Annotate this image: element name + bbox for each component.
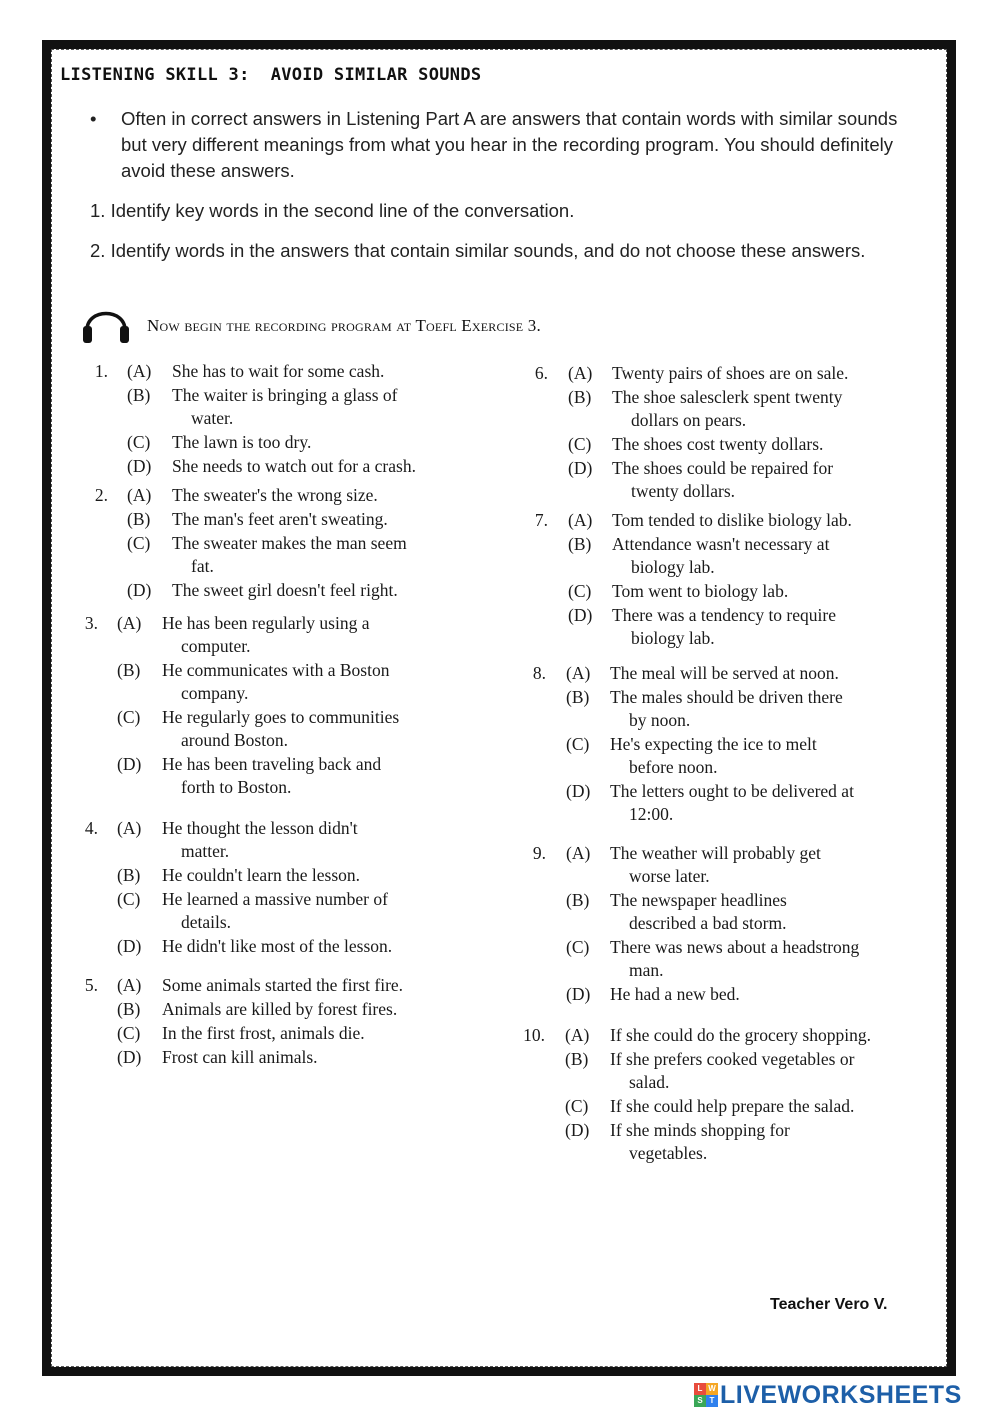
answer-option-c[interactable]: [72, 888, 492, 934]
option-text-line: worse later.: [629, 866, 710, 886]
option-text-line: The waiter is bringing a glass of: [172, 385, 398, 405]
answer-option-b[interactable]: [82, 384, 502, 430]
question-7: [522, 509, 942, 651]
liveworksheets-brand[interactable]: [694, 1381, 962, 1409]
option-label: (B): [566, 687, 590, 707]
option-text-line: He has been traveling back and: [162, 754, 382, 774]
option-text-line: If she could do the grocery shopping.: [610, 1025, 871, 1045]
step-2: 2. Identify words in the answers that contain similar sounds, and do not choose these answers.: [90, 240, 866, 261]
option-label: (A): [568, 363, 593, 383]
option-text-line: He regularly goes to communities: [162, 707, 400, 727]
question-number: 10.: [523, 1025, 545, 1045]
option-label: (D): [127, 456, 152, 476]
option-text-line: If she prefers cooked vegetables or: [610, 1049, 855, 1069]
answer-option-d[interactable]: [72, 753, 492, 799]
option-text-line: forth to Boston.: [181, 777, 292, 797]
option-label: (A): [566, 663, 591, 683]
question-4: [72, 817, 492, 959]
option-text-line: Some animals started the first fire.: [162, 975, 404, 995]
option-label: (C): [568, 434, 592, 454]
option-label: (C): [127, 432, 151, 452]
option-text-line: There was news about a headstrong: [610, 937, 860, 957]
option-label: (A): [566, 843, 591, 863]
option-label: (A): [117, 975, 142, 995]
option-text-line: He learned a massive number of: [162, 889, 388, 909]
option-text-line: around Boston.: [181, 730, 288, 750]
answer-option-b[interactable]: [82, 508, 502, 531]
liveworksheets-logo-icon: [694, 1383, 718, 1407]
option-label: (C): [117, 707, 141, 727]
answer-option-b[interactable]: [515, 1048, 935, 1094]
option-label: (A): [117, 818, 142, 838]
answer-option-c[interactable]: [82, 431, 502, 454]
option-text-line: biology lab.: [631, 628, 715, 648]
author-credit: Teacher Vero V.: [770, 1296, 888, 1313]
option-text-line: Tom went to biology lab.: [612, 581, 789, 601]
answer-option-c[interactable]: [82, 532, 502, 578]
question-number: 1.: [94, 361, 108, 381]
answer-option-a[interactable]: [72, 612, 492, 658]
option-label: (D): [566, 781, 591, 801]
option-text-line: He has been regularly using a: [162, 613, 370, 633]
option-label: (C): [117, 889, 141, 909]
option-text-line: company.: [181, 683, 249, 703]
answer-option-b[interactable]: [520, 686, 940, 732]
answer-option-d[interactable]: [82, 579, 502, 602]
option-label: (D): [568, 605, 593, 625]
logo-square: W: [706, 1383, 718, 1395]
option-text-line: The sweater's the wrong size.: [172, 485, 378, 505]
option-text-line: The letters ought to be delivered at: [610, 781, 854, 801]
option-text-line: fat.: [191, 556, 214, 576]
option-label: (B): [127, 385, 151, 405]
option-text-line: Frost can kill animals.: [162, 1047, 318, 1067]
option-text-line: water.: [191, 408, 234, 428]
option-text-line: The shoe salesclerk spent twenty: [612, 387, 843, 407]
question-9: [520, 842, 940, 1007]
option-label: (B): [117, 865, 141, 885]
option-label: (D): [117, 936, 142, 956]
option-label: (C): [566, 937, 590, 957]
question-number: 6.: [534, 363, 548, 383]
option-label: (A): [565, 1025, 590, 1045]
answer-option-b[interactable]: [72, 864, 492, 887]
option-label: (B): [568, 387, 592, 407]
bullet-dot: •: [90, 108, 97, 129]
answer-option-a[interactable]: [515, 1024, 935, 1047]
option-text-line: details.: [181, 912, 232, 932]
answer-option-b[interactable]: [72, 998, 492, 1021]
option-text-line: The weather will probably get: [610, 843, 821, 863]
intro-text: Often in correct answers in Listening Part A are answers that contain words with similar sounds but very different meanings from what you hear in the recording program. You should definitely avoid these answers.: [121, 108, 898, 181]
answer-option-a[interactable]: [72, 974, 492, 997]
option-label: (A): [568, 510, 593, 530]
answer-option-c[interactable]: [72, 1022, 492, 1045]
logo-square: T: [706, 1395, 718, 1407]
answer-option-c[interactable]: [520, 733, 940, 779]
option-text-line: before noon.: [629, 757, 718, 777]
option-text-line: The meal will be served at noon.: [610, 663, 839, 683]
option-text-line: by noon.: [629, 710, 691, 730]
question-5: [72, 974, 492, 1070]
option-text-line: There was a tendency to require: [612, 605, 836, 625]
option-text-line: She has to wait for some cash.: [172, 361, 385, 381]
answer-option-d[interactable]: [72, 935, 492, 958]
option-label: (C): [127, 533, 151, 553]
option-label: (D): [566, 984, 591, 1004]
question-8: [520, 662, 940, 827]
option-label: (C): [565, 1096, 589, 1116]
option-text-line: The shoes cost twenty dollars.: [612, 434, 824, 454]
answer-option-a[interactable]: [72, 817, 492, 863]
answer-option-c[interactable]: [72, 706, 492, 752]
option-text-line: The newspaper headlines: [610, 890, 787, 910]
answer-option-a[interactable]: [522, 509, 942, 532]
option-text-line: The sweater makes the man seem: [172, 533, 407, 553]
option-text-line: If she could help prepare the salad.: [610, 1096, 855, 1116]
option-text-line: Animals are killed by forest fires.: [162, 999, 398, 1019]
option-text-line: In the first frost, animals die.: [162, 1023, 365, 1043]
option-label: (A): [117, 613, 142, 633]
answer-option-a[interactable]: [520, 842, 940, 888]
option-label: (B): [117, 999, 141, 1019]
option-text-line: described a bad storm.: [629, 913, 787, 933]
answer-option-d[interactable]: [520, 983, 940, 1006]
answer-option-a[interactable]: [82, 360, 502, 383]
answer-option-d[interactable]: [520, 780, 940, 826]
intro-bullet: [90, 106, 910, 184]
option-label: (D): [127, 580, 152, 600]
option-text-line: He's expecting the ice to melt: [610, 734, 817, 754]
answer-option-d[interactable]: [522, 604, 942, 650]
worksheet-title: LISTENING SKILL 3: AVOID SIMILAR SOUNDS: [60, 65, 482, 85]
option-text-line: Tom tended to dislike biology lab.: [612, 510, 852, 530]
recording-instruction: Now begin the recording program at Toefl Exercise 3.: [147, 316, 541, 335]
option-label: (D): [565, 1120, 590, 1140]
option-label: (B): [568, 534, 592, 554]
option-label: (B): [565, 1049, 589, 1069]
answer-option-c[interactable]: [522, 580, 942, 603]
answer-option-a[interactable]: [522, 362, 942, 385]
option-label: (A): [127, 361, 152, 381]
answer-option-a[interactable]: [520, 662, 940, 685]
option-text-line: If she minds shopping for: [610, 1120, 790, 1140]
option-text-line: biology lab.: [631, 557, 715, 577]
question-number: 3.: [84, 613, 98, 633]
option-text-line: dollars on pears.: [631, 410, 747, 430]
answer-option-b[interactable]: [522, 533, 942, 579]
option-text-line: He communicates with a Boston: [162, 660, 390, 680]
answer-option-c[interactable]: [522, 433, 942, 456]
answer-option-b[interactable]: [520, 889, 940, 935]
question-10: [515, 1024, 935, 1166]
answer-option-d[interactable]: [82, 455, 502, 478]
option-text-line: vegetables.: [629, 1143, 708, 1163]
option-text-line: He thought the lesson didn't: [162, 818, 358, 838]
option-label: (B): [117, 660, 141, 680]
option-label: (C): [117, 1023, 141, 1043]
option-text-line: The shoes could be repaired for: [612, 458, 834, 478]
option-text-line: salad.: [629, 1072, 670, 1092]
answer-option-c[interactable]: [520, 936, 940, 982]
option-label: (B): [127, 509, 151, 529]
answer-option-d[interactable]: [72, 1046, 492, 1069]
option-label: (D): [117, 754, 142, 774]
question-3: [72, 612, 492, 800]
question-6: [522, 362, 942, 504]
question-number: 5.: [84, 975, 98, 995]
answer-option-b[interactable]: [72, 659, 492, 705]
option-text-line: matter.: [181, 841, 230, 861]
question-number: 8.: [532, 663, 546, 683]
answer-option-a[interactable]: [82, 484, 502, 507]
answer-option-c[interactable]: [515, 1095, 935, 1118]
logo-square: L: [694, 1383, 706, 1395]
question-1: [82, 360, 502, 479]
answer-option-b[interactable]: [522, 386, 942, 432]
option-text-line: The lawn is too dry.: [172, 432, 312, 452]
headphones-icon: [81, 300, 131, 346]
option-text-line: computer.: [181, 636, 251, 656]
option-text-line: The males should be driven there: [610, 687, 843, 707]
option-text-line: The sweet girl doesn't feel right.: [172, 580, 398, 600]
answer-option-d[interactable]: [515, 1119, 935, 1165]
logo-square: S: [694, 1395, 706, 1407]
question-number: 4.: [84, 818, 98, 838]
step-1: 1. Identify key words in the second line of the conversation.: [90, 200, 575, 221]
option-label: (D): [568, 458, 593, 478]
answer-option-d[interactable]: [522, 457, 942, 503]
question-2: [82, 484, 502, 603]
option-text-line: He didn't like most of the lesson.: [162, 936, 393, 956]
option-text-line: He couldn't learn the lesson.: [162, 865, 361, 885]
option-text-line: The man's feet aren't sweating.: [172, 509, 388, 529]
question-number: 9.: [532, 843, 546, 863]
question-number: 7.: [534, 510, 548, 530]
option-text-line: Twenty pairs of shoes are on sale.: [612, 363, 849, 383]
brand-name: LIVEWORKSHEETS: [720, 1380, 962, 1409]
option-label: (C): [568, 581, 592, 601]
option-label: (B): [566, 890, 590, 910]
option-text-line: 12:00.: [629, 804, 674, 824]
option-label: (C): [566, 734, 590, 754]
question-number: 2.: [94, 485, 108, 505]
option-label: (D): [117, 1047, 142, 1067]
option-label: (A): [127, 485, 152, 505]
option-text-line: man.: [629, 960, 664, 980]
option-text-line: twenty dollars.: [631, 481, 736, 501]
option-text-line: Attendance wasn't necessary at: [612, 534, 830, 554]
option-text-line: He had a new bed.: [610, 984, 740, 1004]
option-text-line: She needs to watch out for a crash.: [172, 456, 416, 476]
